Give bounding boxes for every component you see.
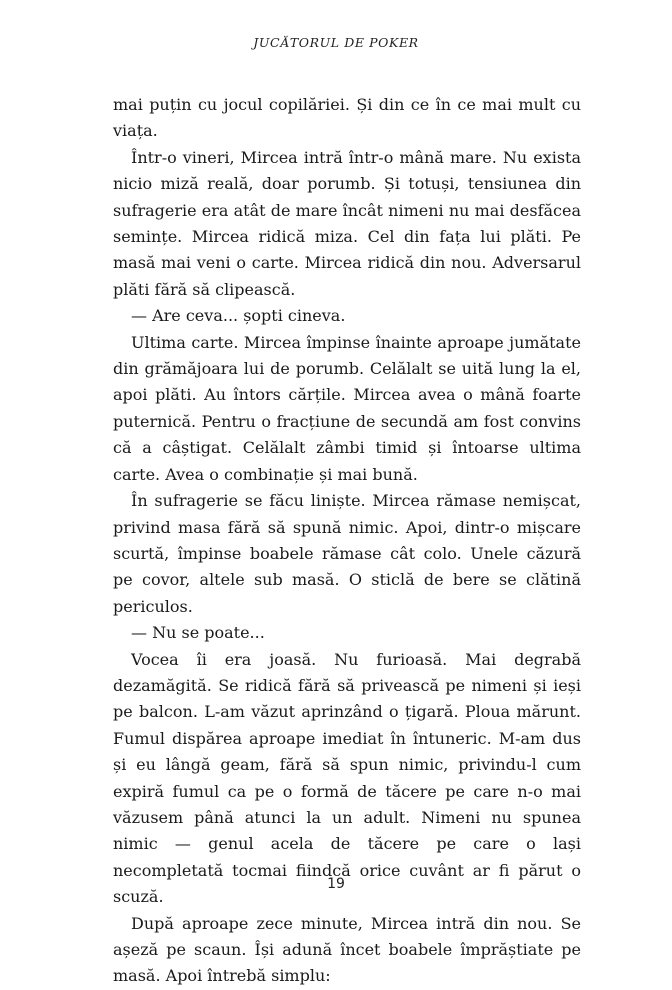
paragraph: După aproape zece minute, Mircea intră din nou. Se așeză pe scaun. Își adună încet boabele împrăștiate pe masă. Apoi întrebă simplu:: [113, 913, 581, 986]
paragraph-continuation: mai puțin cu jocul copilăriei. Și din ce în ce mai mult cu viața.: [113, 95, 581, 141]
dialogue-line: — Are ceva... șopti cineva.: [131, 306, 346, 326]
page-number: 19: [327, 876, 345, 892]
dialogue-line: — Nu se poate...: [131, 623, 265, 643]
paragraph: În sufragerie se făcu liniște. Mircea rămase nemișcat, privind masa fără să spună nimic. Apoi, dintr-o mișcare scurtă, împinse boabele rămase cât colo. Unele căzură pe covor, altele sub masă. O sticlă de bere se clătină periculos.: [113, 491, 581, 616]
body-text: [113, 92, 581, 990]
paragraph: Ultima carte. Mircea împinse înainte aproape jumătate din grămăjoara lui de porumb. Celălalt se uită lung la el, apoi plăti. Au întors cărțile. Mircea avea o mână foarte puternică. Pentru o fracțiune de secundă am fost convins că a câștigat. Celălalt zâmbi timid și întoarse ultima carte. Avea o combinație și mai bună.: [113, 332, 581, 484]
paragraph: Vocea îi era joasă. Nu furioasă. Mai degrabă dezamăgită. Se ridică fără să privească pe nimeni și ieși pe balcon. L-am văzut aprinzând o țigară. Ploua mărunt. Fumul dispărea aproape imediat în întuneric. M-am dus și eu lângă geam, fără să spun nimic, privindu-l cum expiră fumul ca pe o formă de tăcere pe care n-o mai văzusem până atunci la un adult. Nimeni nu spunea nimic — genul acela de tăcere pe care o lași necompletată tocmai fiindcă orice cuvânt ar fi părut o scuză.: [113, 649, 581, 907]
paragraph: Într-o vineri, Mircea intră într-o mână mare. Nu exista nicio miză reală, doar porumb. Și totuși, tensiunea din sufragerie era atât de mare încât nimeni nu mai desfăcea semințe. Mircea ridică miza. Cel din fața lui plăti. Pe masă mai veni o carte. Mircea ridică din nou. Adversarul plăti fără să clipească.: [113, 147, 581, 299]
running-header: JUCĂTORUL DE POKER: [253, 35, 419, 50]
